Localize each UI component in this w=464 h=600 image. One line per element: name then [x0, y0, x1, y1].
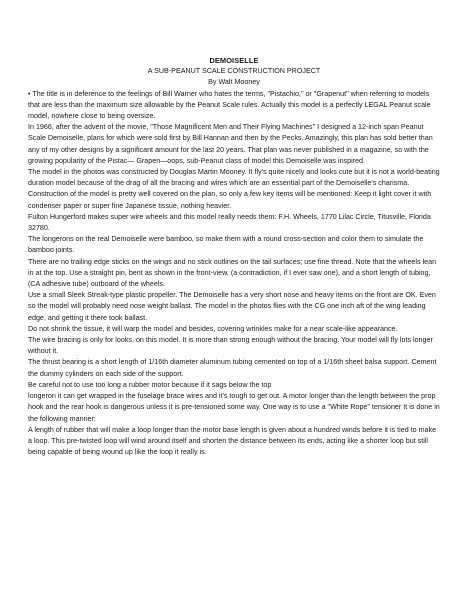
paragraph-14: A length of rubber that will make a loop longer than the motor base length is given about a hundred winds before it is tied to make a loop. This pre-twisted loop will wind around itself and shorten the distance between its ends, acting like a shorter loop but still being capable of being wound up like the loop it really is.: [28, 425, 437, 457]
paragraph-13: longeron it can get wrapped in the fuselage brace wires and it's tough to get out. A motor longer than the length between the prop hook and the rear hook is dangerous unless it is pre-tensioned some way. One way is to use a "White Rope" tensioner It is done in the following manner:: [28, 392, 440, 423]
paragraph-8: Use a small Sleek Streak-type plastic propeller. The Demoiselle has a very short nose and heavy items on the front are OK. Even so the model will probably need nose weight ballast. The model in the photos flies with the CG one inch aft of the wing leading edge, and getting it there took ballast.: [28, 291, 436, 322]
paragraph-10: The wire bracing is only for looks, on this model. It is more than strong enough without the bracing. Your model will fly lots longer without it.: [28, 336, 433, 356]
document-subtitle: A SUB-PEANUT SCALE CONSTRUCTION PROJECT: [147, 67, 321, 76]
document-byline: By Walt Mooney: [208, 78, 260, 87]
paragraph-2: In 1966, after the advent of the movie, "Those Magnificent Men and Their Flying Machines" I designed a 12-inch span Peanut Scale Demoiselle, plans for which were sold first by Bill Hannan and then by the Pecks. Amazingly, this plan has sold better than any of my other designs by a significant amount for the last 20 years. That plan was never published in a magazine, so with the growing popularity of the Pistac— Grapen—oops, sub-Peanut class of model this Demoiselle was inspired.: [28, 123, 433, 165]
document-title: DEMOISELLE: [209, 56, 259, 65]
document-page: [28, 55, 440, 458]
paragraph-11: The thrust bearing is a short length of 1/16th diameter aluminum tubing cemented on top of a 1/16th sheet balsa support. Cement the dummy cylinders on each side of the support.: [28, 358, 437, 378]
paragraph-1: • The title is in deference to the feelings of Bill Warner who hates the terms, "Pistachio," or "Grapenut" when referring to models that are less than the maximum size allowable by the Peanut Scale rules. Actually this model is a perfectly LEGAL Peanut scale model, nowhere close to being oversize.: [28, 89, 431, 121]
paragraph-7: There are no trailing edge sticks on the wings and no stick outlines on the tail surfaces; use fine thread. Note that the wheels lean in at the top. Use a straight pin, bent as shown in the front-view, (a contradiction, if I ever saw one), and a short length of tubing, (CA adhesive tube) outboard of the wheels.: [28, 257, 437, 289]
paragraph-5: Fulton Hungerford makes super wire wheels and this model really needs them: F.H. Wheels, 1770 Lilac Circle, Titusville, Florida 32780.: [28, 212, 431, 233]
paragraph-6: The longerons on the real Demoiselle were bamboo, so make them with a round cross-section and color them to simulate the bamboo joints.: [28, 235, 424, 255]
paragraph-9: Do not shrink the tissue, it will warp the model and besides, covering wrinkles make for a near scale-like appearance.: [28, 324, 398, 333]
paragraph-4: Construction of the model is pretty well covered on the plan, so only a few key items will be mentioned: Keep it light cover it with condenser paper or super fine Japanese tissue, nothing heavier.: [28, 190, 432, 210]
paragraph-3: The model in the photos was constructed by Douglas Martin Mooney. It fly's quite nicely and looks cute but it is not a world-beating duration model because of the drag of all the bracing and wires which are an essential part of the Demoiselle's charisma.: [28, 168, 440, 188]
paragraph-12: Be careful not to use too long a rubber motor because if it sags below the top: [28, 380, 272, 389]
